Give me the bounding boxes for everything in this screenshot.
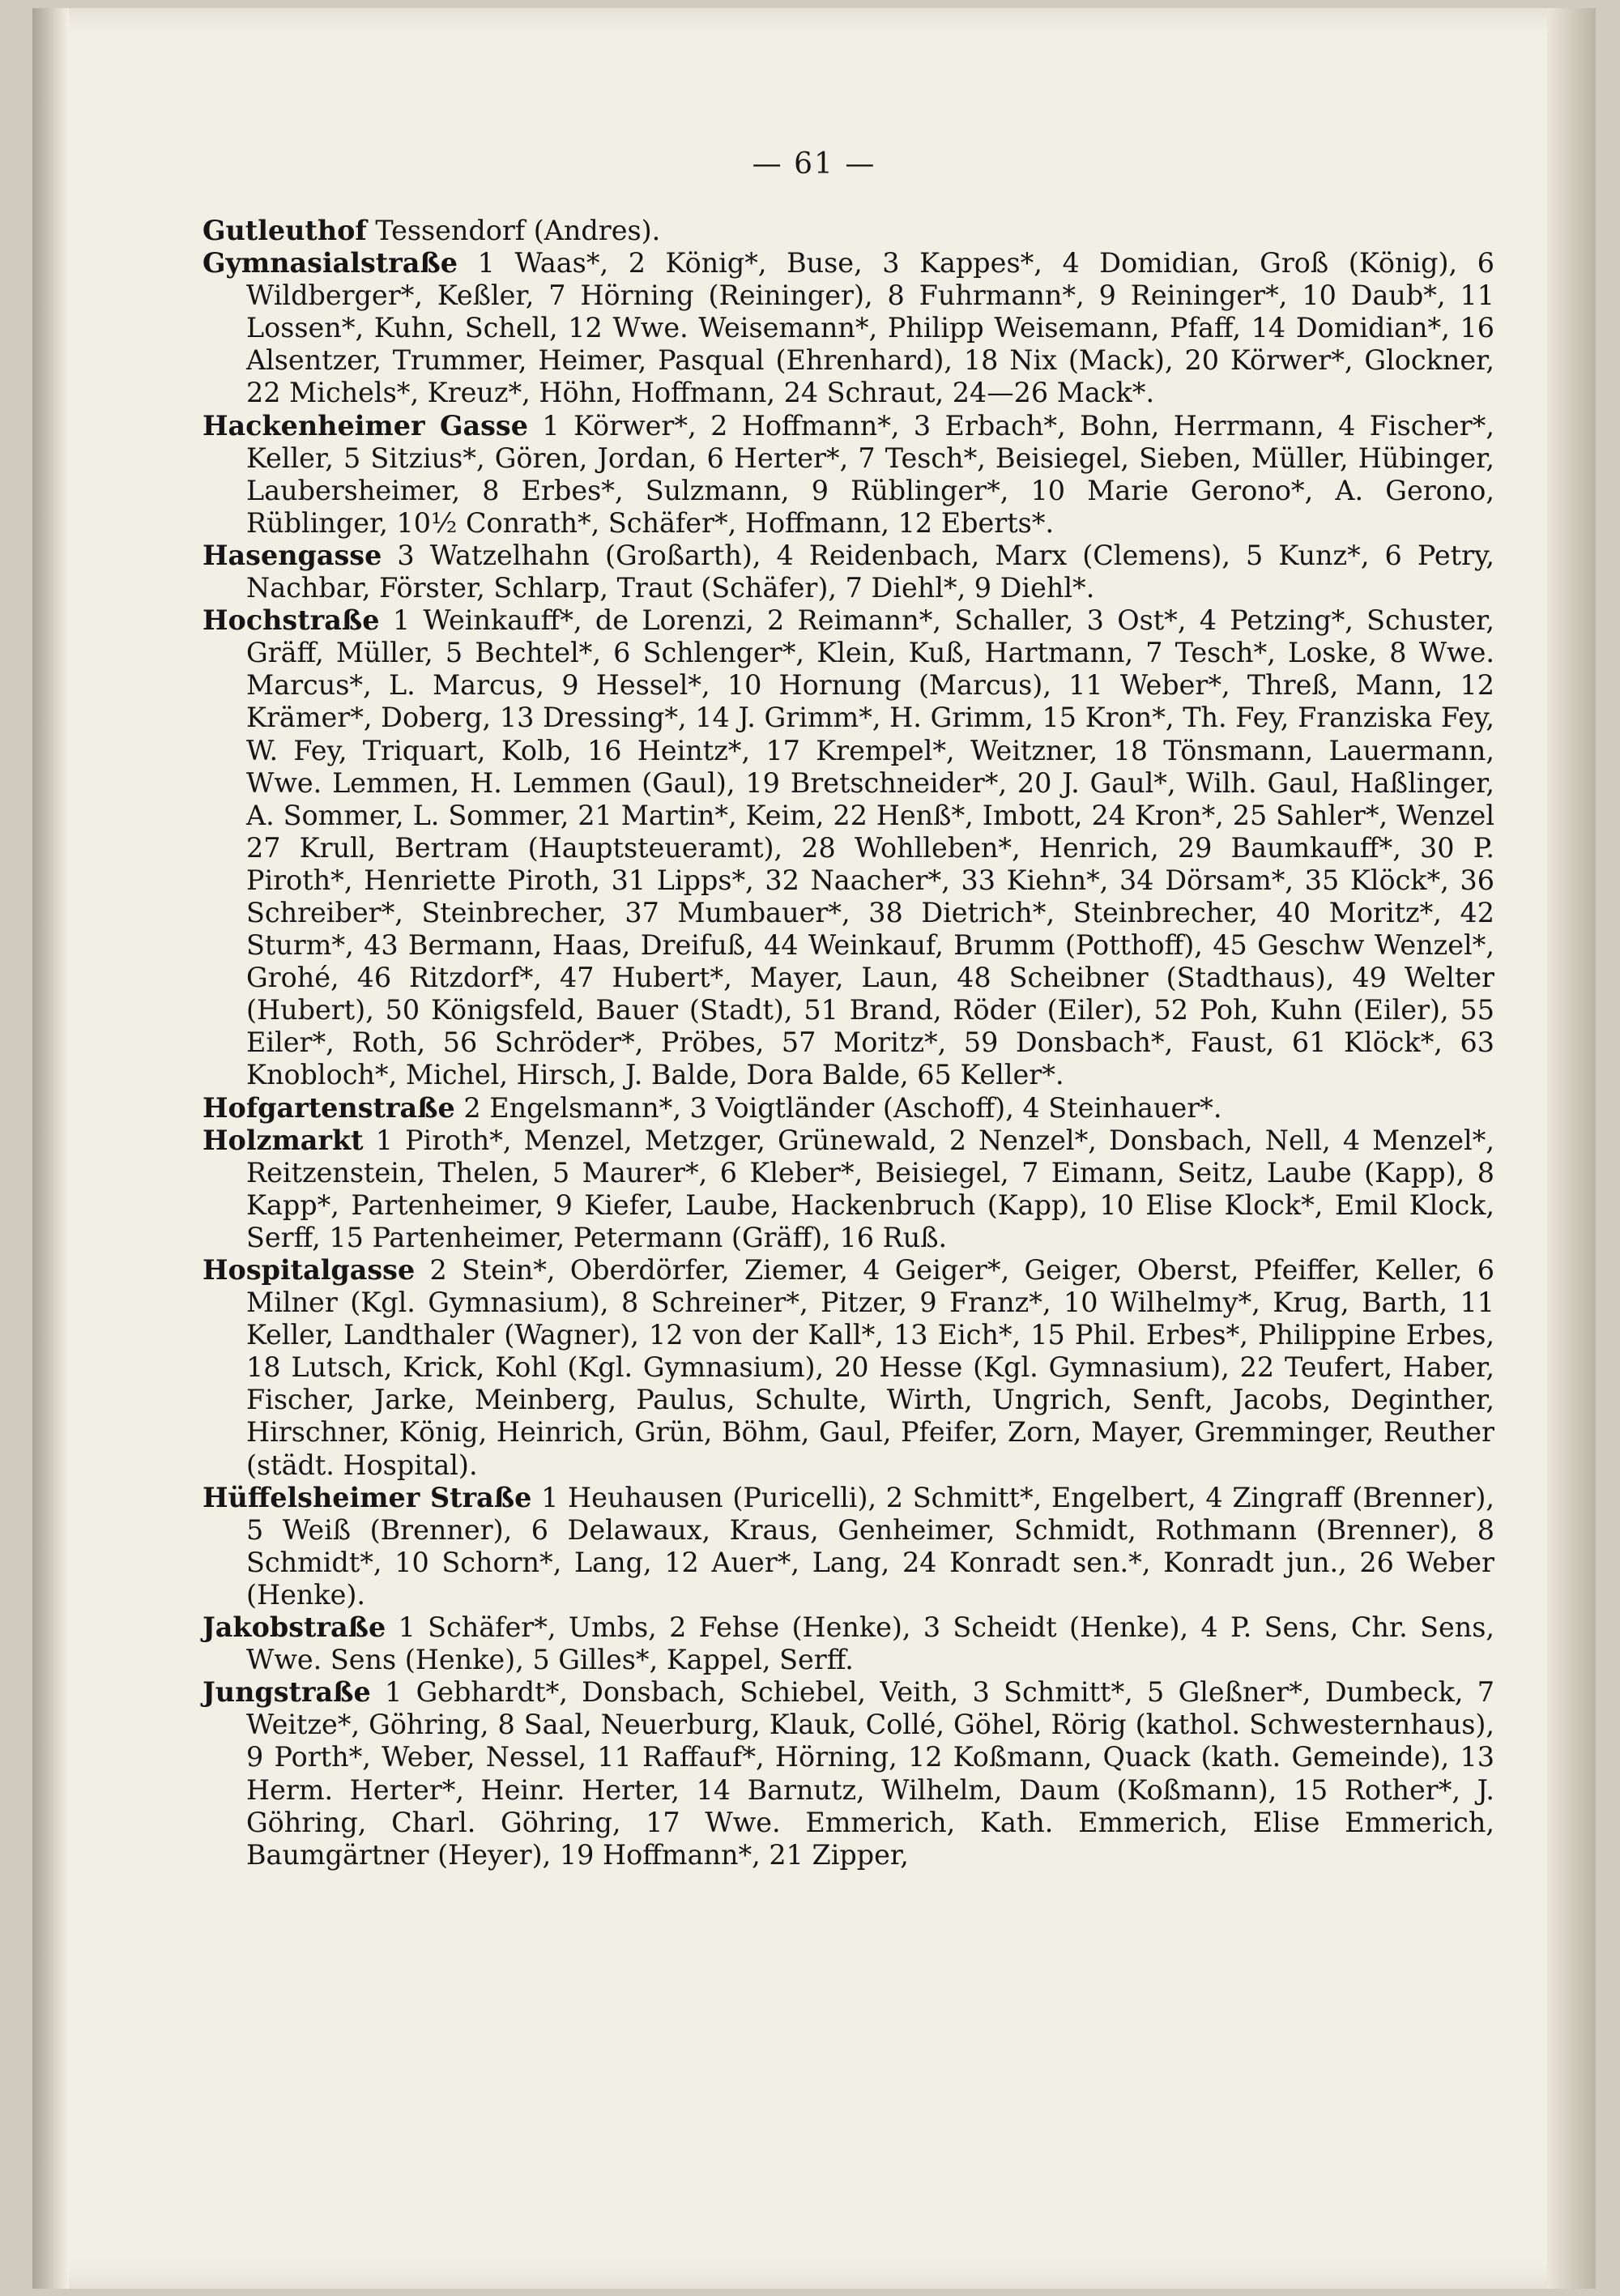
street-entry (202, 540, 1494, 604)
residents: 1 Heuhausen (Puricelli), 2 Schmitt*, Engelbert, 4 Zingraff (Brenner), 5 Weiß (Brenner), 6 Delawaux, Kraus, Genheimer, Schmidt, Rothmann (Brenner), 8 Schmidt*, 10 Schorn*, Lang, 12 Auer*, Lang, 24 Konradt sen.*, Konradt jun., 26 Weber (Henke). (246, 1481, 1494, 1611)
street-entry (202, 1482, 1494, 1611)
residents: 1 Waas*, 2 König*, Buse, 3 Kappes*, 4 Domidian, Groß (König), 6 Wildberger*, Keßler, 7 Hörning (Reininger), 8 Fuhrmann*, 9 Reininger*, 10 Daub*, 11 Lossen*, Kuhn, Schell, 12 Wwe. Weisemann*, Philipp Weisemann, Pfaff, 14 Domidian*, 16 Alsentzer, Trummer, Heimer, Pasqual (Ehrenhard), 18 Nix (Mack), 20 Körwer*, Glockner, 22 Michels*, Kreuz*, Höhn, Hoffmann, 24 Schraut, 24—26 Mack*. (246, 247, 1494, 409)
street-entry (202, 410, 1494, 540)
street-entry (202, 1254, 1494, 1482)
street-name: Hackenheimer Gasse (202, 409, 528, 442)
street-entry (202, 215, 1494, 247)
residents: 1 Körwer*, 2 Hoffmann*, 3 Erbach*, Bohn, Herrmann, 4 Fischer*, Keller, 5 Sitzius*, Gören, Jordan, 6 Herter*, 7 Tesch*, Beisiegel, Sieben, Müller, Hübinger, Laubersheimer, 8 Erbes*, Sulzmann, 9 Rüblinger*, 10 Marie Gerono*, A. Gerono, Rüblinger, 10½ Conrath*, Schäfer*, Hoffmann, 12 Eberts*. (246, 409, 1494, 539)
street-entry (202, 247, 1494, 409)
street-name: Holzmarkt (202, 1124, 364, 1156)
residents: 3 Watzelhahn (Großarth), 4 Reidenbach, Marx (Clemens), 5 Kunz*, 6 Petry, Nachbar, Förster, Schlarp, Traut (Schäfer), 7 Diehl*, 9 Diehl*. (246, 539, 1494, 604)
residents: 1 Gebhardt*, Donsbach, Schiebel, Veith, 3 Schmitt*, 5 Gleßner*, Dumbeck, 7 Weitze*, Göhring, 8 Saal, Neuerburg, Klauk, Collé, Göhel, Rörig (kathol. Schwesternhaus), 9 Porth*, Weber, Nessel, 11 Raffauf*, Hörning, 12 Koßmann, Quack (kath. Gemeinde), 13 Herm. Herter*, Heinr. Herter, 14 Barnutz, Wilhelm, Daum (Koßmann), 15 Rother*, J. Göhring, Charl. Göhring, 17 Wwe. Emmerich, Kath. Emmerich, Elise Emmerich, Baumgärtner (Heyer), 19 Hoffmann*, 21 Zipper, (246, 1676, 1494, 1871)
residents: 1 Weinkauff*, de Lorenzi, 2 Reimann*, Schaller, 3 Ost*, 4 Petzing*, Schuster, Gräff, Müller, 5 Bechtel*, 6 Schlenger*, Klein, Kuß, Hartmann, 7 Tesch*, Loske, 8 Wwe. Marcus*, L. Marcus, 9 Hessel*, 10 Hornung (Marcus), 11 Weber*, Threß, Mann, 12 Krämer*, Doberg, 13 Dressing*, 14 J. Grimm*, H. Grimm, 15 Kron*, Th. Fey, Franziska Fey, W. Fey, Triquart, Kolb, 16 Heintz*, 17 Krempel*, Weitzner, 18 Tönsmann, Lauermann, Wwe. Lemmen, H. Lemmen (Gaul), 19 Bretschneider*, 20 J. Gaul*, Wilh. Gaul, Haßlinger, A. Sommer, L. Sommer, 21 Martin*, Keim, 22 Henß*, Imbott, 24 Kron*, 25 Sahler*, Wenzel 27 Krull, Bertram (Hauptsteueramt), 28 Wohlleben*, Henrich, 29 Baumkauff*, 30 P. Piroth*, Henriette Piroth, 31 Lipps*, 32 Naacher*, 33 Kiehn*, 34 Dörsam*, 35 Klöck*, 36 Schreiber*, Steinbrecher, 37 Mumbauer*, 38 Dietrich*, Steinbrecher, 40 Moritz*, 42 Sturm*, 43 Bermann, Haas, Dreifuß, 44 Weinkauf, Brumm (Potthoff), 45 Geschw Wenzel*, Grohé, 46 Ritzdorf*, 47 Hubert*, Mayer, Laun, 48 Scheibner (Stadthaus), 49 Welter (Hubert), 50 Königsfeld, Bauer (Stadt), 51 Brand, Röder (Eiler), 52 Poh, Kuhn (Eiler), 55 Eiler*, Roth, 56 Schröder*, Pröbes, 57 Moritz*, 59 Donsbach*, Faust, 61 Klöck*, 63 Knobloch*, Michel, Hirsch, J. Balde, Dora Balde, 65 Keller*. (246, 604, 1494, 1091)
page-number: — 61 — (752, 147, 876, 181)
page-edge (1547, 8, 1596, 2289)
residents: Tessendorf (Andres). (375, 215, 661, 246)
residents: 2 Stein*, Oberdörfer, Ziemer, 4 Geiger*, Geiger, Oberst, Pfeiffer, Keller, 6 Milner (Kgl. Gymnasium), 8 Schreiner*, Pitzer, 9 Franz*, 10 Wilhelmy*, Krug, Barth, 11 Keller, Landthaler (Wagner), 12 von der Kall*, 13 Eich*, 15 Phil. Erbes*, Philippine Erbes, 18 Lutsch, Krick, Kohl (Kgl. Gymnasium), 20 Hesse (Kgl. Gymnasium), 22 Teufert, Haber, Fischer, Jarke, Meinberg, Paulus, Schulte, Wirth, Ungrich, Senft, Jacobs, Deginther, Hirschner, König, Heinrich, Grün, Böhm, Gaul, Pfeifer, Zorn, Mayer, Gremminger, Reuther (städt. Hospital). (246, 1254, 1494, 1481)
directory-listing (202, 215, 1494, 1871)
residents: 2 Engelsmann*, 3 Voigtländer (Aschoff), 4 Steinhauer*. (463, 1091, 1222, 1124)
residents: 1 Piroth*, Menzel, Metzger, Grünewald, 2 Nenzel*, Donsbach, Nell, 4 Menzel*, Reitzenstein, Thelen, 5 Maurer*, 6 Kleber*, Beisiegel, 7 Eimann, Seitz, Laube (Kapp), 8 Kapp*, Partenheimer, 9 Kiefer, Laube, Hackenbruch (Kapp), 10 Elise Klock*, Emil Klock, Serff, 15 Partenheimer, Petermann (Gräff), 16 Ruß. (246, 1124, 1494, 1253)
street-name: Hospitalgasse (202, 1254, 416, 1286)
street-name: Hasengasse (202, 539, 382, 571)
street-name: Gutleuthof (202, 215, 367, 246)
street-entry (202, 1611, 1494, 1676)
street-entry (202, 604, 1494, 1091)
street-name: Jakobstraße (202, 1611, 386, 1644)
street-name: Jungstraße (202, 1676, 371, 1709)
street-name: Hüffelsheimer Straße (202, 1481, 532, 1513)
page-gutter-shadow (32, 8, 69, 2289)
street-name: Hochstraße (202, 604, 380, 637)
street-entry (202, 1125, 1494, 1254)
street-name: Gymnasialstraße (202, 247, 458, 280)
residents: 1 Schäfer*, Umbs, 2 Fehse (Henke), 3 Scheidt (Henke), 4 P. Sens, Chr. Sens, Wwe. Sens (Henke), 5 Gilles*, Kappel, Serff. (246, 1611, 1494, 1676)
street-name: Hofgartenstraße (202, 1091, 455, 1124)
street-entry (202, 1092, 1494, 1125)
street-entry (202, 1676, 1494, 1871)
page (32, 8, 1596, 2289)
